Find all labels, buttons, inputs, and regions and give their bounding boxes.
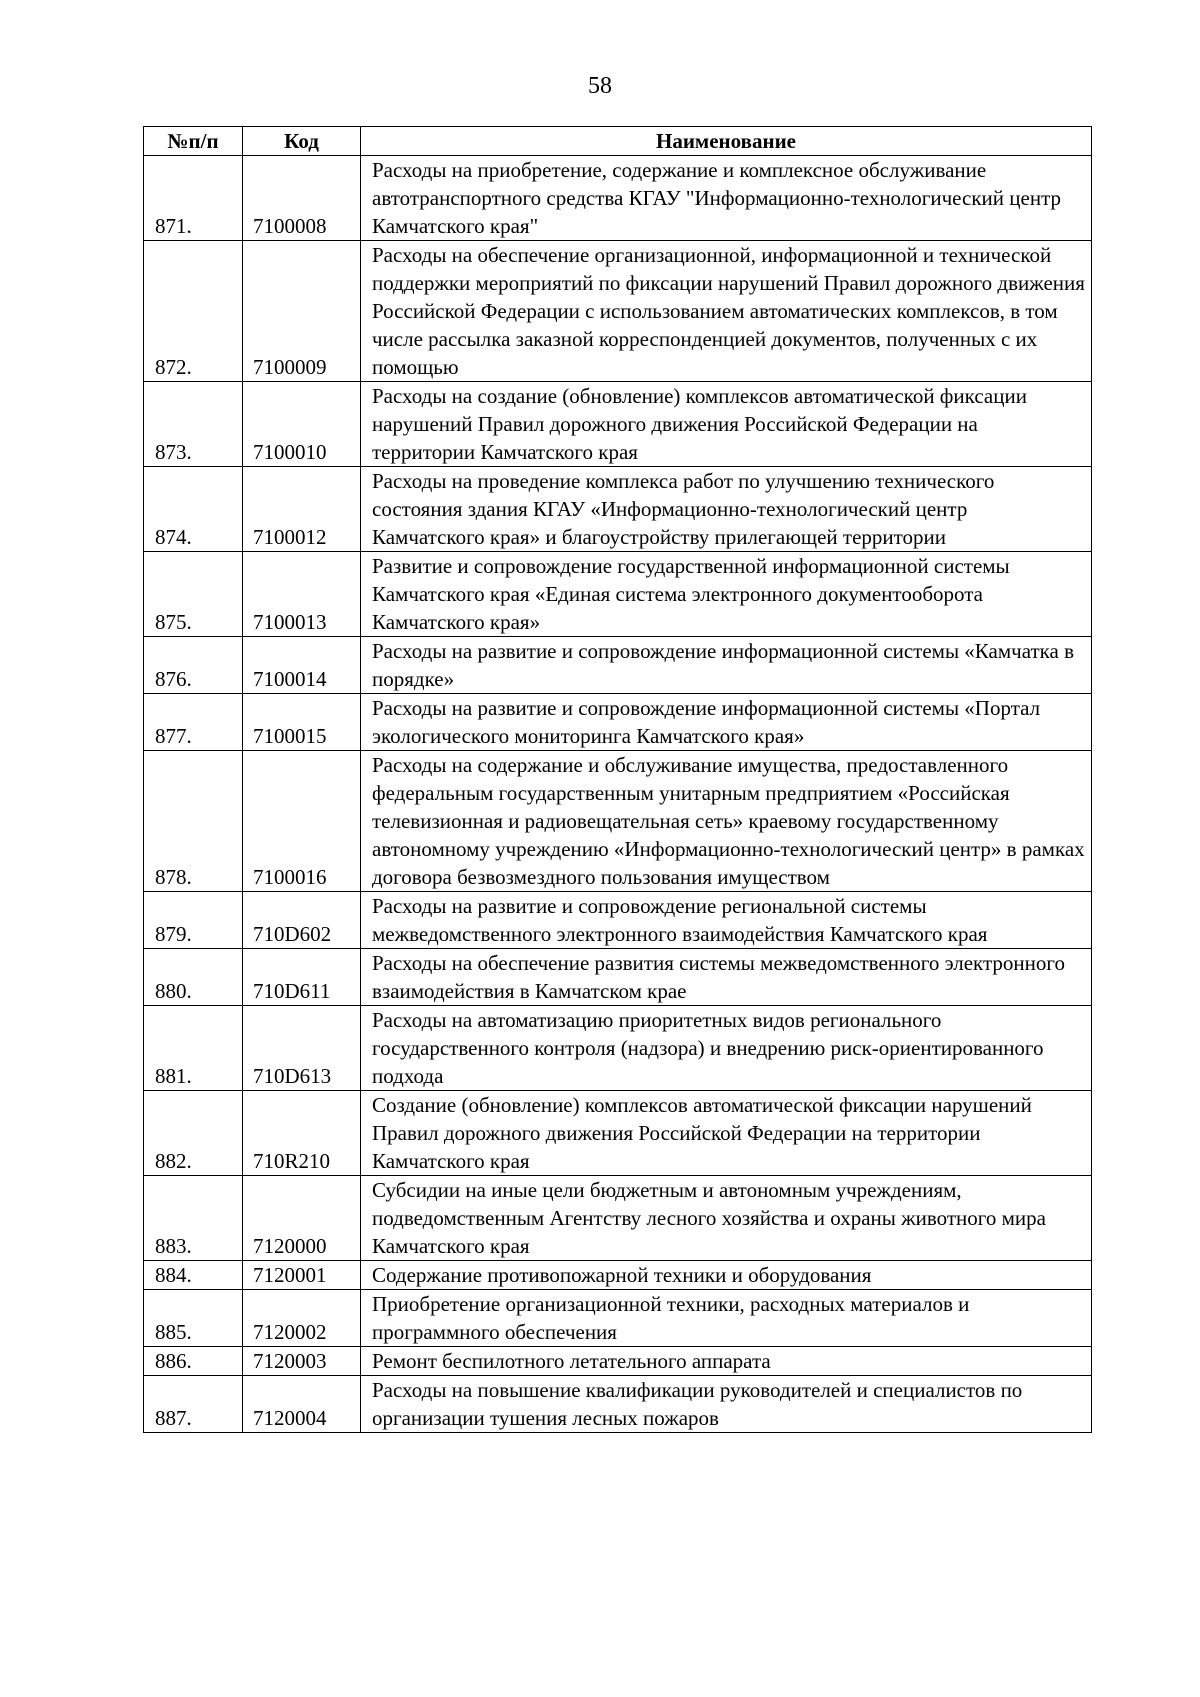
row-name: Создание (обновление) комплексов автоматической фиксации нарушений Правил дорожного движения Российской Федерации на территории Камчатского края xyxy=(361,1091,1092,1176)
row-number: 883. xyxy=(144,1176,243,1261)
page-number: 58 xyxy=(588,73,612,99)
table-row xyxy=(144,467,1092,552)
table-row xyxy=(144,382,1092,467)
row-code: 7100013 xyxy=(243,552,361,637)
table-row xyxy=(144,1347,1092,1376)
row-name: Расходы на развитие и сопровождение информационной системы «Портал экологического мониторинга Камчатского края» xyxy=(361,694,1092,751)
table-row xyxy=(144,1376,1092,1433)
row-code: 7100008 xyxy=(243,156,361,241)
row-name: Расходы на развитие и сопровождение информационной системы «Камчатка в порядке» xyxy=(361,637,1092,694)
row-number: 874. xyxy=(144,467,243,552)
row-number: 877. xyxy=(144,694,243,751)
row-number: 886. xyxy=(144,1347,243,1376)
row-code: 710D611 xyxy=(243,949,361,1006)
table-row xyxy=(144,892,1092,949)
row-number: 879. xyxy=(144,892,243,949)
row-code: 7120003 xyxy=(243,1347,361,1376)
table-row xyxy=(144,1290,1092,1347)
budget-code-table xyxy=(143,126,1092,1433)
row-number: 878. xyxy=(144,751,243,892)
row-name: Развитие и сопровождение государственной информационной системы Камчатского края «Единая система электронного документооборота Камчатского края» xyxy=(361,552,1092,637)
row-code: 7120001 xyxy=(243,1261,361,1290)
row-code: 7120002 xyxy=(243,1290,361,1347)
row-code: 7100016 xyxy=(243,751,361,892)
row-code: 7100014 xyxy=(243,637,361,694)
row-number: 875. xyxy=(144,552,243,637)
row-name: Расходы на обеспечение организационной, информационной и технической поддержки мероприятий по фиксации нарушений Правил дорожного движения Российской Федерации с использованием автоматических комплексов, в том числе рассылка заказной корреспонденцией документов, полученных с их помощью xyxy=(361,241,1092,382)
row-name: Субсидии на иные цели бюджетным и автономным учреждениям, подведомственным Агентству лесного хозяйства и охраны животного мира Камчатского края xyxy=(361,1176,1092,1261)
row-number: 873. xyxy=(144,382,243,467)
row-code: 7100009 xyxy=(243,241,361,382)
row-code: 7100015 xyxy=(243,694,361,751)
header-name: Наименование xyxy=(361,127,1092,156)
row-code: 710D613 xyxy=(243,1006,361,1091)
row-name: Расходы на проведение комплекса работ по улучшению технического состояния здания КГАУ «Информационно-технологический центр Камчатского края» и благоустройству прилегающей территории xyxy=(361,467,1092,552)
table-row xyxy=(144,949,1092,1006)
row-code: 7120000 xyxy=(243,1176,361,1261)
row-number: 871. xyxy=(144,156,243,241)
row-name: Ремонт беспилотного летательного аппарата xyxy=(361,1347,1092,1376)
row-name: Приобретение организационной техники, расходных материалов и программного обеспечения xyxy=(361,1290,1092,1347)
table-header-row xyxy=(144,127,1092,156)
row-name: Расходы на автоматизацию приоритетных видов регионального государственного контроля (надзора) и внедрению риск-ориентированного подхода xyxy=(361,1006,1092,1091)
row-name: Содержание противопожарной техники и оборудования xyxy=(361,1261,1092,1290)
table-row xyxy=(144,156,1092,241)
row-number: 880. xyxy=(144,949,243,1006)
header-number: №п/п xyxy=(144,127,243,156)
table-row xyxy=(144,1006,1092,1091)
row-name: Расходы на создание (обновление) комплексов автоматической фиксации нарушений Правил дорожного движения Российской Федерации на территории Камчатского края xyxy=(361,382,1092,467)
row-number: 881. xyxy=(144,1006,243,1091)
header-code: Код xyxy=(243,127,361,156)
row-number: 876. xyxy=(144,637,243,694)
table-row xyxy=(144,241,1092,382)
row-number: 884. xyxy=(144,1261,243,1290)
row-name: Расходы на обеспечение развития системы межведомственного электронного взаимодействия в Камчатском крае xyxy=(361,949,1092,1006)
table-row xyxy=(144,552,1092,637)
row-code: 7100010 xyxy=(243,382,361,467)
table-row xyxy=(144,751,1092,892)
row-name: Расходы на повышение квалификации руководителей и специалистов по организации тушения лесных пожаров xyxy=(361,1376,1092,1433)
row-number: 885. xyxy=(144,1290,243,1347)
row-number: 872. xyxy=(144,241,243,382)
table-row xyxy=(144,1261,1092,1290)
table-row xyxy=(144,1176,1092,1261)
row-name: Расходы на приобретение, содержание и комплексное обслуживание автотранспортного средства КГАУ "Информационно-технологический центр Камчатского края" xyxy=(361,156,1092,241)
row-code: 710R210 xyxy=(243,1091,361,1176)
row-code: 7100012 xyxy=(243,467,361,552)
table-row xyxy=(144,637,1092,694)
row-code: 710D602 xyxy=(243,892,361,949)
table-row xyxy=(144,1091,1092,1176)
row-name: Расходы на развитие и сопровождение региональной системы межведомственного электронного взаимодействия Камчатского края xyxy=(361,892,1092,949)
table-row xyxy=(144,694,1092,751)
row-number: 882. xyxy=(144,1091,243,1176)
row-name: Расходы на содержание и обслуживание имущества, предоставленного федеральным государственным унитарным предприятием «Российская телевизионная и радиовещательная сеть» краевому государственному автономному учреждению «Информационно-технологический центр» в рамках договора безвозмездного пользования имуществом xyxy=(361,751,1092,892)
row-code: 7120004 xyxy=(243,1376,361,1433)
row-number: 887. xyxy=(144,1376,243,1433)
